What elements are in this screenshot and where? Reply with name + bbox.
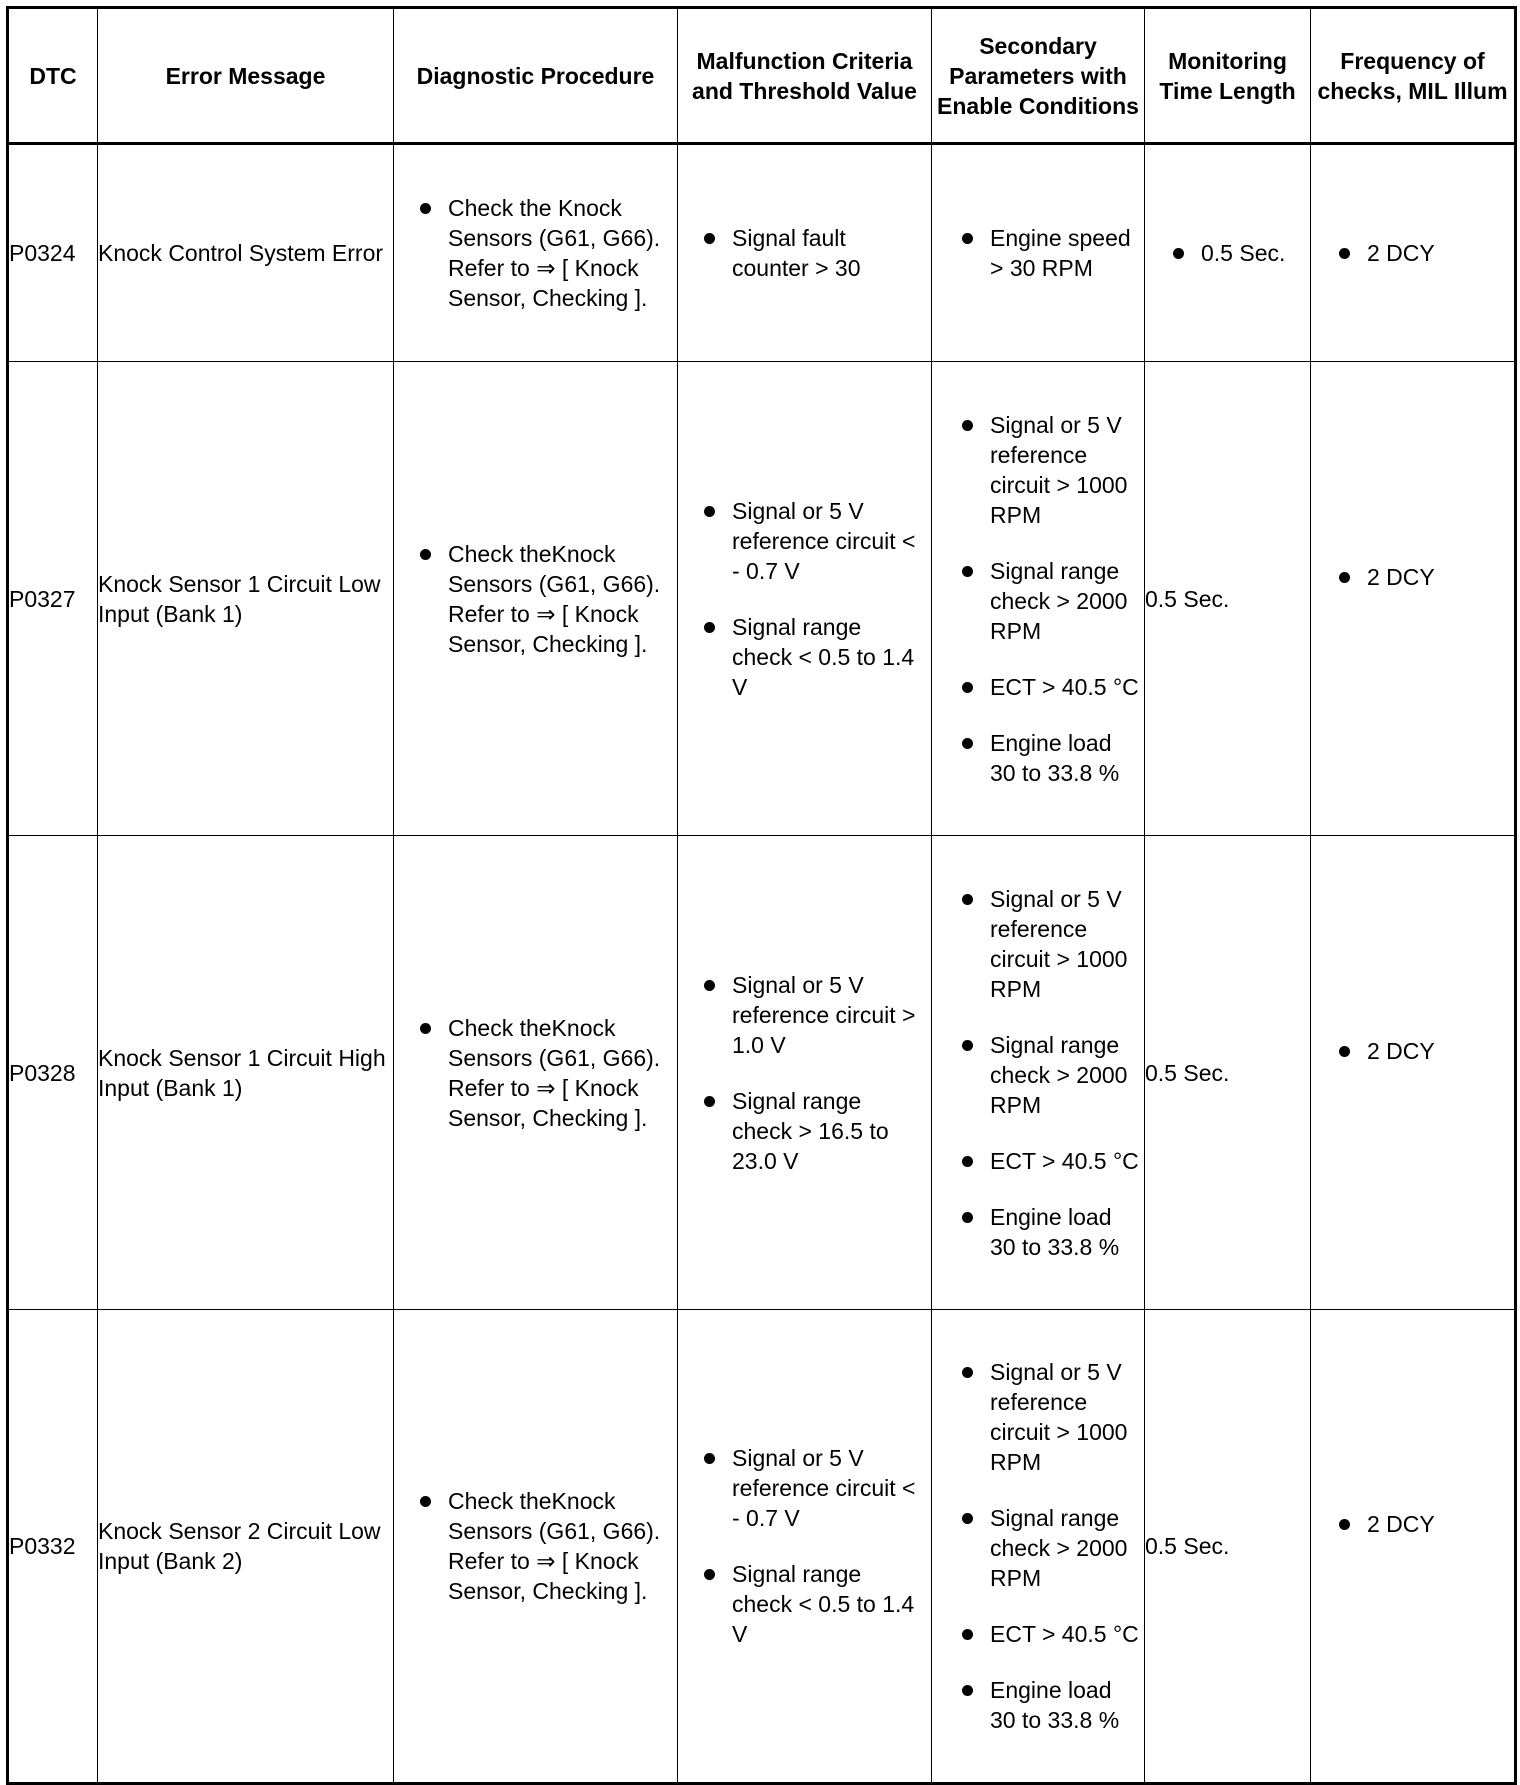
list-item: 0.5 Sec.	[1201, 238, 1306, 268]
header-dtc: DTC	[8, 8, 98, 144]
header-error-message: Error Message	[98, 8, 394, 144]
secondary-parameters	[932, 362, 1145, 836]
error-message: Knock Sensor 1 Circuit Low Input (Bank 1)	[98, 362, 394, 836]
monitoring-time: 0.5 Sec.	[1145, 362, 1311, 836]
list-item: 2 DCY	[1367, 1036, 1510, 1066]
list-item: Check theKnock Sensors (G61, G66). Refer to ⇒ [ Knock Sensor, Checking ].	[448, 539, 673, 659]
list-item: Signal range check < 0.5 to 1.4 V	[732, 1559, 927, 1649]
list-item: ECT > 40.5 °C	[990, 1146, 1142, 1176]
list-item: Engine speed > 30 RPM	[990, 223, 1142, 283]
list-item: Check theKnock Sensors (G61, G66). Refer to ⇒ [ Knock Sensor, Checking ].	[448, 1013, 673, 1133]
malfunction-criteria	[678, 836, 932, 1310]
list-item: Signal or 5 V reference circuit > 1000 RPM	[990, 1357, 1142, 1477]
header-monitoring-time: Monitoring Time Length	[1145, 8, 1311, 144]
list-item: Check the Knock Sensors (G61, G66). Refer to ⇒ [ Knock Sensor, Checking ].	[448, 193, 673, 313]
header-frequency: Frequency of checks, MIL Illum	[1311, 8, 1516, 144]
list-item: Signal or 5 V reference circuit > 1000 RPM	[990, 884, 1142, 1004]
list-item: 2 DCY	[1367, 1509, 1510, 1539]
malfunction-criteria	[678, 1310, 932, 1784]
frequency	[1311, 836, 1516, 1310]
dtc-code: P0328	[8, 836, 98, 1310]
list-item: Signal or 5 V reference circuit < - 0.7 V	[732, 1443, 927, 1533]
monitoring-time: 0.5 Sec.	[1145, 836, 1311, 1310]
list-item: Signal range check > 2000 RPM	[990, 1030, 1142, 1120]
list-item: Engine load 30 to 33.8 %	[990, 728, 1142, 788]
list-item: Signal range check > 16.5 to 23.0 V	[732, 1086, 927, 1176]
diagnostic-procedure	[394, 144, 678, 362]
list-item: ECT > 40.5 °C	[990, 1619, 1142, 1649]
header-malfunction-criteria: Malfunction Criteria and Threshold Value	[678, 8, 932, 144]
dtc-code: P0324	[8, 144, 98, 362]
diagnostic-procedure	[394, 836, 678, 1310]
error-message: Knock Sensor 1 Circuit High Input (Bank 1)	[98, 836, 394, 1310]
dtc-table	[6, 6, 1517, 1785]
list-item: ECT > 40.5 °C	[990, 672, 1142, 702]
list-item: Check theKnock Sensors (G61, G66). Refer to ⇒ [ Knock Sensor, Checking ].	[448, 1486, 673, 1606]
diagnostic-procedure	[394, 362, 678, 836]
error-message: Knock Sensor 2 Circuit Low Input (Bank 2)	[98, 1310, 394, 1784]
header-secondary-parameters: Secondary Parameters with Enable Conditions	[932, 8, 1145, 144]
list-item: Signal range check < 0.5 to 1.4 V	[732, 612, 927, 702]
list-item: Engine load 30 to 33.8 %	[990, 1675, 1142, 1735]
list-item: Signal range check > 2000 RPM	[990, 556, 1142, 646]
list-item: Signal range check > 2000 RPM	[990, 1503, 1142, 1593]
header-diagnostic-procedure: Diagnostic Procedure	[394, 8, 678, 144]
secondary-parameters	[932, 144, 1145, 362]
frequency	[1311, 362, 1516, 836]
header-row	[8, 8, 1516, 144]
monitoring-time: 0.5 Sec.	[1145, 1310, 1311, 1784]
list-item: 2 DCY	[1367, 238, 1510, 268]
malfunction-criteria	[678, 144, 932, 362]
list-item: Signal or 5 V reference circuit > 1.0 V	[732, 970, 927, 1060]
dtc-code: P0332	[8, 1310, 98, 1784]
list-item: Engine load 30 to 33.8 %	[990, 1202, 1142, 1262]
table-row	[8, 836, 1516, 1310]
monitoring-time	[1145, 144, 1311, 362]
dtc-code: P0327	[8, 362, 98, 836]
frequency	[1311, 1310, 1516, 1784]
list-item: Signal or 5 V reference circuit > 1000 RPM	[990, 410, 1142, 530]
list-item: Signal or 5 V reference circuit < - 0.7 V	[732, 496, 927, 586]
frequency	[1311, 144, 1516, 362]
diagnostic-procedure	[394, 1310, 678, 1784]
list-item: Signal fault counter > 30	[732, 223, 927, 283]
secondary-parameters	[932, 1310, 1145, 1784]
list-item: 2 DCY	[1367, 562, 1510, 592]
table-row	[8, 362, 1516, 836]
secondary-parameters	[932, 836, 1145, 1310]
malfunction-criteria	[678, 362, 932, 836]
table-row	[8, 144, 1516, 362]
error-message: Knock Control System Error	[98, 144, 394, 362]
table-row	[8, 1310, 1516, 1784]
